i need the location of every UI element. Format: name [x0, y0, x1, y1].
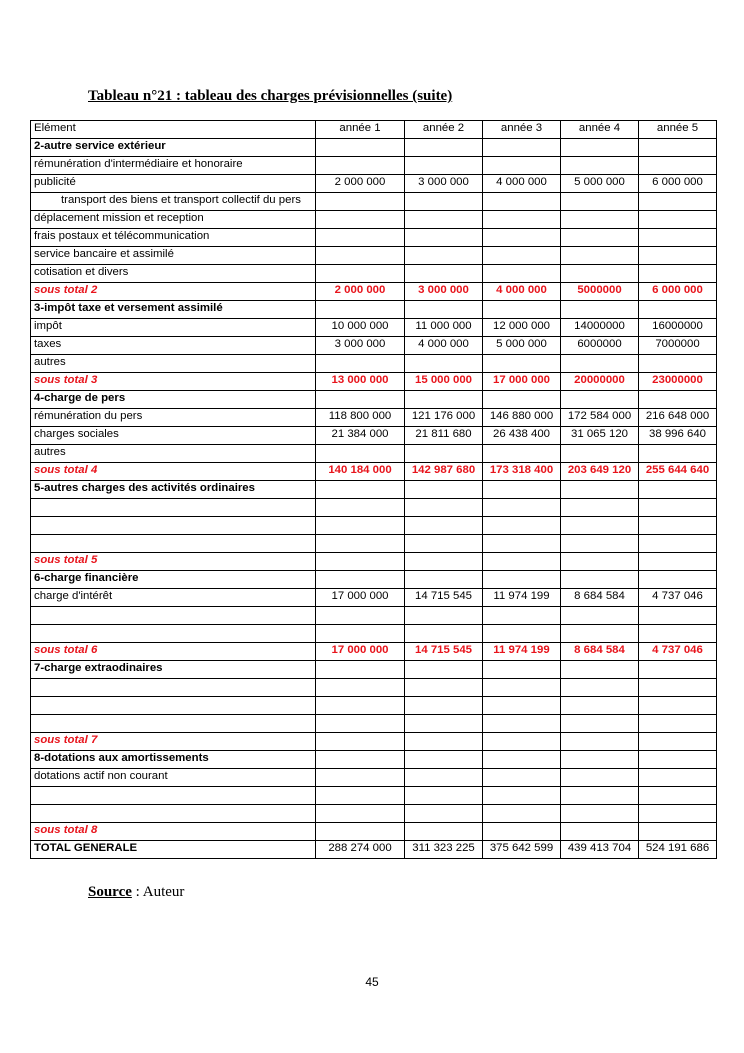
cell-annee-4: [561, 751, 639, 769]
row-label: 4-charge de pers: [31, 391, 316, 409]
cell-annee-5: [639, 391, 717, 409]
cell-annee-5: [639, 193, 717, 211]
cell-annee-1: [316, 265, 405, 283]
cell-annee-1: [316, 247, 405, 265]
header-annee-1: année 1: [316, 121, 405, 139]
cell-annee-1: [316, 769, 405, 787]
cell-annee-2: [405, 229, 483, 247]
section-row: [31, 751, 717, 769]
cell-annee-5: [639, 607, 717, 625]
row-label: 2-autre service extérieur: [31, 139, 316, 157]
cell-annee-4: [561, 391, 639, 409]
cell-annee-1: [316, 697, 405, 715]
cell-annee-2: [405, 823, 483, 841]
cell-annee-3: [483, 661, 561, 679]
cell-annee-2: 311 323 225: [405, 841, 483, 859]
table-row: [31, 427, 717, 445]
page-number: 45: [365, 975, 379, 989]
row-label: [31, 805, 316, 823]
cell-annee-3: 11 974 199: [483, 589, 561, 607]
cell-annee-1: [316, 805, 405, 823]
row-label: 3-impôt taxe et versement assimilé: [31, 301, 316, 319]
cell-annee-3: [483, 805, 561, 823]
table-row: [31, 193, 717, 211]
cell-annee-3: 375 642 599: [483, 841, 561, 859]
cell-annee-5: [639, 265, 717, 283]
cell-annee-5: [639, 715, 717, 733]
cell-annee-3: [483, 211, 561, 229]
cell-annee-2: [405, 751, 483, 769]
cell-annee-3: 26 438 400: [483, 427, 561, 445]
cell-annee-4: 8 684 584: [561, 643, 639, 661]
cell-annee-4: [561, 715, 639, 733]
cell-annee-3: [483, 787, 561, 805]
row-label: charges sociales: [31, 427, 316, 445]
cell-annee-1: [316, 391, 405, 409]
section-row: [31, 481, 717, 499]
cell-annee-2: [405, 193, 483, 211]
cell-annee-1: [316, 535, 405, 553]
source-separator: :: [131, 884, 143, 900]
cell-annee-4: [561, 139, 639, 157]
cell-annee-2: [405, 661, 483, 679]
cell-annee-4: [561, 769, 639, 787]
cell-annee-2: [405, 211, 483, 229]
cell-annee-5: [639, 625, 717, 643]
cell-annee-4: [561, 481, 639, 499]
row-label: publicité: [31, 175, 316, 193]
cell-annee-4: [561, 607, 639, 625]
table-row: [31, 589, 717, 607]
cell-annee-4: [561, 553, 639, 571]
cell-annee-4: [561, 229, 639, 247]
cell-annee-3: 146 880 000: [483, 409, 561, 427]
cell-annee-5: [639, 499, 717, 517]
row-label: impôt: [31, 319, 316, 337]
cell-annee-1: [316, 301, 405, 319]
cell-annee-5: [639, 481, 717, 499]
cell-annee-3: [483, 445, 561, 463]
row-label: cotisation et divers: [31, 265, 316, 283]
cell-annee-2: [405, 679, 483, 697]
cell-annee-1: [316, 355, 405, 373]
cell-annee-3: 4 000 000: [483, 283, 561, 301]
cell-annee-4: [561, 499, 639, 517]
row-label: rémunération d'intermédiaire et honoraire: [31, 157, 316, 175]
cell-annee-2: [405, 517, 483, 535]
row-label-text: transport des biens et transport collectif du pers: [61, 194, 301, 206]
section-row: [31, 301, 717, 319]
cell-annee-4: [561, 787, 639, 805]
row-label: sous total 2: [31, 283, 316, 301]
table-row: [31, 229, 717, 247]
row-label: [31, 517, 316, 535]
row-label: autres: [31, 355, 316, 373]
cell-annee-5: [639, 229, 717, 247]
cell-annee-2: [405, 805, 483, 823]
row-label: [31, 697, 316, 715]
cell-annee-5: [639, 769, 717, 787]
table-row: [31, 715, 717, 733]
source-value: Auteur: [142, 884, 185, 900]
cell-annee-1: [316, 661, 405, 679]
cell-annee-3: [483, 823, 561, 841]
cell-annee-4: [561, 355, 639, 373]
cell-annee-2: [405, 265, 483, 283]
cell-annee-2: [405, 301, 483, 319]
cell-annee-3: [483, 391, 561, 409]
table-title: Tableau n°21 : tableau des charges prévisionnelles (suite): [88, 88, 453, 104]
cell-annee-5: [639, 535, 717, 553]
cell-annee-1: 17 000 000: [316, 589, 405, 607]
cell-annee-1: 3 000 000: [316, 337, 405, 355]
cell-annee-3: [483, 553, 561, 571]
cell-annee-2: [405, 571, 483, 589]
cell-annee-4: [561, 571, 639, 589]
cell-annee-1: [316, 625, 405, 643]
cell-annee-3: [483, 679, 561, 697]
cell-annee-5: 6 000 000: [639, 283, 717, 301]
section-row: [31, 661, 717, 679]
cell-annee-5: [639, 697, 717, 715]
cell-annee-3: [483, 715, 561, 733]
cell-annee-1: 118 800 000: [316, 409, 405, 427]
cell-annee-5: 524 191 686: [639, 841, 717, 859]
cell-annee-3: [483, 517, 561, 535]
cell-annee-1: 140 184 000: [316, 463, 405, 481]
row-label: sous total 6: [31, 643, 316, 661]
row-label: frais postaux et télécommunication: [31, 229, 316, 247]
cell-annee-4: [561, 697, 639, 715]
subtotal-row: [31, 283, 717, 301]
row-label: TOTAL GENERALE: [31, 841, 316, 859]
cell-annee-2: [405, 697, 483, 715]
cell-annee-3: 12 000 000: [483, 319, 561, 337]
cell-annee-4: [561, 445, 639, 463]
cell-annee-1: [316, 607, 405, 625]
table-row: [31, 769, 717, 787]
cell-annee-1: 288 274 000: [316, 841, 405, 859]
cell-annee-3: [483, 157, 561, 175]
cell-annee-3: [483, 607, 561, 625]
row-label: [31, 535, 316, 553]
cell-annee-5: 4 737 046: [639, 643, 717, 661]
cell-annee-2: 14 715 545: [405, 589, 483, 607]
table-row: [31, 499, 717, 517]
cell-annee-5: [639, 139, 717, 157]
cell-annee-1: [316, 553, 405, 571]
cell-annee-1: [316, 157, 405, 175]
cell-annee-4: 20000000: [561, 373, 639, 391]
cell-annee-1: [316, 499, 405, 517]
table-row: [31, 355, 717, 373]
row-label: rémunération du pers: [31, 409, 316, 427]
section-row: [31, 139, 717, 157]
cell-annee-5: [639, 247, 717, 265]
subtotal-row: [31, 553, 717, 571]
cell-annee-4: [561, 661, 639, 679]
cell-annee-4: [561, 247, 639, 265]
cell-annee-3: [483, 265, 561, 283]
row-label: taxes: [31, 337, 316, 355]
table-row: [31, 625, 717, 643]
table-row: [31, 787, 717, 805]
cell-annee-5: [639, 553, 717, 571]
row-label: sous total 7: [31, 733, 316, 751]
cell-annee-2: [405, 481, 483, 499]
cell-annee-2: [405, 247, 483, 265]
cell-annee-1: [316, 571, 405, 589]
table-row: [31, 337, 717, 355]
cell-annee-2: [405, 157, 483, 175]
cell-annee-4: [561, 679, 639, 697]
cell-annee-4: [561, 301, 639, 319]
cell-annee-2: 14 715 545: [405, 643, 483, 661]
subtotal-row: [31, 733, 717, 751]
cell-annee-3: [483, 247, 561, 265]
table-row: [31, 805, 717, 823]
table-row: [31, 265, 717, 283]
cell-annee-5: [639, 211, 717, 229]
cell-annee-5: [639, 733, 717, 751]
cell-annee-5: [639, 571, 717, 589]
table-row: [31, 445, 717, 463]
table-header-row: [31, 121, 717, 139]
cell-annee-5: [639, 787, 717, 805]
cell-annee-3: [483, 571, 561, 589]
cell-annee-3: [483, 733, 561, 751]
row-label: [31, 625, 316, 643]
total-row: [31, 841, 717, 859]
cell-annee-4: 6000000: [561, 337, 639, 355]
cell-annee-5: [639, 679, 717, 697]
cell-annee-3: [483, 625, 561, 643]
cell-annee-5: 7000000: [639, 337, 717, 355]
cell-annee-4: [561, 265, 639, 283]
cell-annee-2: 21 811 680: [405, 427, 483, 445]
cell-annee-5: 16000000: [639, 319, 717, 337]
cell-annee-4: 8 684 584: [561, 589, 639, 607]
cell-annee-1: [316, 733, 405, 751]
cell-annee-1: 21 384 000: [316, 427, 405, 445]
cell-annee-2: 3 000 000: [405, 283, 483, 301]
cell-annee-1: 13 000 000: [316, 373, 405, 391]
cell-annee-1: [316, 445, 405, 463]
row-label: sous total 4: [31, 463, 316, 481]
header-annee-3: année 3: [483, 121, 561, 139]
table-row: [31, 175, 717, 193]
table-row: [31, 517, 717, 535]
cell-annee-5: [639, 805, 717, 823]
cell-annee-1: [316, 229, 405, 247]
cell-annee-5: 255 644 640: [639, 463, 717, 481]
row-label: 7-charge extraodinaires: [31, 661, 316, 679]
cell-annee-4: [561, 805, 639, 823]
cell-annee-1: [316, 517, 405, 535]
cell-annee-5: [639, 355, 717, 373]
row-label: autres: [31, 445, 316, 463]
cell-annee-4: 5 000 000: [561, 175, 639, 193]
row-label: 8-dotations aux amortissements: [31, 751, 316, 769]
row-label: [31, 193, 316, 211]
cell-annee-2: [405, 535, 483, 553]
source-label: Source: [88, 884, 132, 900]
cell-annee-2: [405, 553, 483, 571]
table-row: [31, 607, 717, 625]
cell-annee-2: [405, 733, 483, 751]
section-row: [31, 391, 717, 409]
row-label: sous total 8: [31, 823, 316, 841]
table-body: [31, 121, 717, 859]
table-row: [31, 319, 717, 337]
cell-annee-4: 14000000: [561, 319, 639, 337]
cell-annee-3: [483, 229, 561, 247]
row-label: sous total 3: [31, 373, 316, 391]
cell-annee-1: [316, 715, 405, 733]
cell-annee-3: [483, 481, 561, 499]
subtotal-row: [31, 373, 717, 391]
cell-annee-1: 2 000 000: [316, 175, 405, 193]
cell-annee-5: 4 737 046: [639, 589, 717, 607]
cell-annee-5: [639, 751, 717, 769]
row-label: [31, 787, 316, 805]
cell-annee-4: [561, 193, 639, 211]
table-row: [31, 211, 717, 229]
cell-annee-2: [405, 139, 483, 157]
table-row: [31, 157, 717, 175]
cell-annee-3: [483, 535, 561, 553]
cell-annee-4: [561, 823, 639, 841]
cell-annee-5: 38 996 640: [639, 427, 717, 445]
cell-annee-2: [405, 769, 483, 787]
table-row: [31, 679, 717, 697]
cell-annee-1: [316, 787, 405, 805]
cell-annee-5: [639, 301, 717, 319]
cell-annee-3: 4 000 000: [483, 175, 561, 193]
cell-annee-5: [639, 823, 717, 841]
row-label: 6-charge financière: [31, 571, 316, 589]
cell-annee-1: [316, 751, 405, 769]
cell-annee-2: 121 176 000: [405, 409, 483, 427]
cell-annee-3: [483, 139, 561, 157]
cell-annee-5: 216 648 000: [639, 409, 717, 427]
cell-annee-2: [405, 715, 483, 733]
cell-annee-1: [316, 139, 405, 157]
cell-annee-2: 3 000 000: [405, 175, 483, 193]
cell-annee-4: [561, 535, 639, 553]
row-label: [31, 679, 316, 697]
cell-annee-3: 5 000 000: [483, 337, 561, 355]
row-label: service bancaire et assimilé: [31, 247, 316, 265]
cell-annee-3: [483, 751, 561, 769]
cell-annee-1: 2 000 000: [316, 283, 405, 301]
row-label: charge d'intérêt: [31, 589, 316, 607]
cell-annee-4: [561, 157, 639, 175]
cell-annee-2: [405, 787, 483, 805]
cell-annee-1: 17 000 000: [316, 643, 405, 661]
cell-annee-5: [639, 517, 717, 535]
cell-annee-4: 31 065 120: [561, 427, 639, 445]
cell-annee-3: 11 974 199: [483, 643, 561, 661]
cell-annee-2: [405, 499, 483, 517]
cell-annee-1: [316, 823, 405, 841]
cell-annee-5: [639, 661, 717, 679]
section-row: [31, 571, 717, 589]
row-label: déplacement mission et reception: [31, 211, 316, 229]
cell-annee-4: 5000000: [561, 283, 639, 301]
row-label: [31, 715, 316, 733]
cell-annee-2: [405, 391, 483, 409]
cell-annee-3: [483, 499, 561, 517]
table-row: [31, 409, 717, 427]
cell-annee-1: [316, 679, 405, 697]
cell-annee-4: 172 584 000: [561, 409, 639, 427]
cell-annee-4: [561, 211, 639, 229]
cell-annee-2: [405, 607, 483, 625]
cell-annee-4: 439 413 704: [561, 841, 639, 859]
cell-annee-3: [483, 301, 561, 319]
cell-annee-3: [483, 697, 561, 715]
cell-annee-5: [639, 445, 717, 463]
source-note: [88, 884, 184, 901]
header-annee-5: année 5: [639, 121, 717, 139]
subtotal-row: [31, 823, 717, 841]
cell-annee-4: [561, 625, 639, 643]
cell-annee-1: [316, 193, 405, 211]
row-label: [31, 607, 316, 625]
cell-annee-5: 6 000 000: [639, 175, 717, 193]
header-annee-2: année 2: [405, 121, 483, 139]
cell-annee-4: 203 649 120: [561, 463, 639, 481]
subtotal-row: [31, 643, 717, 661]
row-label: dotations actif non courant: [31, 769, 316, 787]
subtotal-row: [31, 463, 717, 481]
cell-annee-1: [316, 211, 405, 229]
cell-annee-2: [405, 625, 483, 643]
header-annee-4: année 4: [561, 121, 639, 139]
cell-annee-2: 15 000 000: [405, 373, 483, 391]
header-element: Elément: [31, 121, 316, 139]
cell-annee-4: [561, 733, 639, 751]
table-row: [31, 247, 717, 265]
cell-annee-2: [405, 355, 483, 373]
cell-annee-1: 10 000 000: [316, 319, 405, 337]
cell-annee-3: [483, 355, 561, 373]
cell-annee-4: [561, 517, 639, 535]
cell-annee-3: [483, 769, 561, 787]
cell-annee-2: 142 987 680: [405, 463, 483, 481]
row-label: [31, 499, 316, 517]
cell-annee-1: [316, 481, 405, 499]
cell-annee-5: 23000000: [639, 373, 717, 391]
row-label: sous total 5: [31, 553, 316, 571]
table-row: [31, 535, 717, 553]
cell-annee-3: [483, 193, 561, 211]
cell-annee-2: [405, 445, 483, 463]
cell-annee-5: [639, 157, 717, 175]
table-row: [31, 697, 717, 715]
row-label: 5-autres charges des activités ordinaires: [31, 481, 316, 499]
cell-annee-3: 173 318 400: [483, 463, 561, 481]
cell-annee-2: 4 000 000: [405, 337, 483, 355]
cell-annee-2: 11 000 000: [405, 319, 483, 337]
cell-annee-3: 17 000 000: [483, 373, 561, 391]
charges-table: [30, 120, 717, 859]
